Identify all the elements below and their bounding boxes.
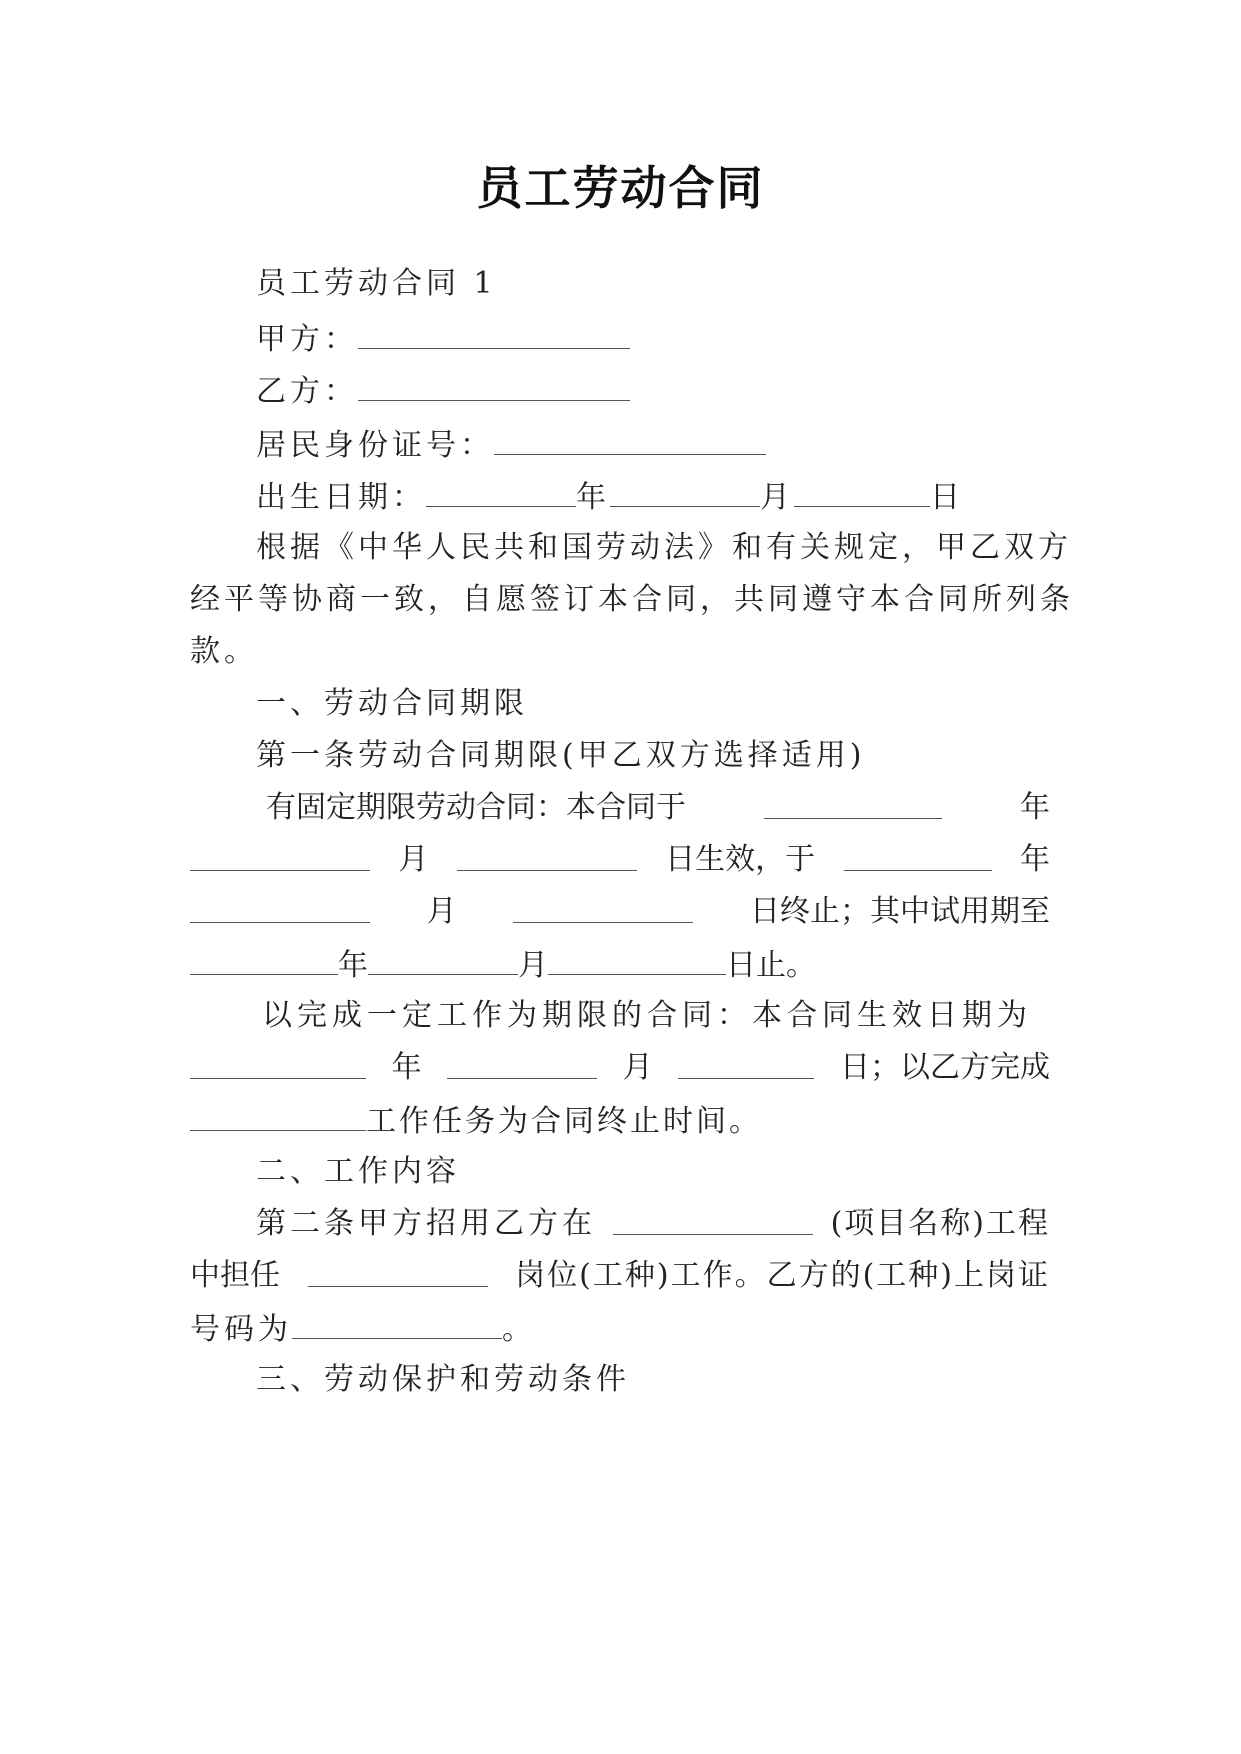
section-3-heading: [256, 1360, 1050, 1400]
preamble-text-1: 根据《中华人民共和国劳动法》和有关规定，甲乙双方: [256, 530, 1072, 565]
period-text: 。: [502, 1312, 536, 1347]
start-day-blank[interactable]: [457, 840, 637, 871]
year-label: 年: [1019, 842, 1050, 877]
preamble-text-3: 款。: [190, 634, 258, 669]
year-label: 年: [391, 1050, 422, 1085]
party-b-label: 乙方：: [256, 374, 358, 409]
id-number-label: 居民身份证号：: [256, 428, 494, 463]
month-label: 月: [398, 842, 429, 877]
article-2-line-3: [190, 1308, 1050, 1350]
year-label: 年: [1020, 790, 1050, 825]
end-year-blank[interactable]: [844, 840, 992, 871]
fixed-term-line-1: [266, 788, 1050, 828]
fixed-term-line-2: [190, 840, 1050, 880]
position-text: 中担任: [190, 1258, 280, 1293]
party-a-blank[interactable]: [358, 318, 630, 349]
section-3-heading-text: 三、劳动保护和劳动条件: [256, 1362, 630, 1397]
id-number-blank[interactable]: [494, 424, 766, 455]
year-label: 年: [338, 948, 368, 983]
article-1-text: 第一条劳动合同期限(甲乙双方选择适用): [256, 738, 866, 773]
certificate-number-blank[interactable]: [292, 1308, 502, 1339]
end-day-blank[interactable]: [513, 892, 693, 923]
birth-day-blank[interactable]: [794, 476, 930, 507]
party-a-label: 甲方：: [256, 322, 358, 357]
task-term-text: 以完成一定工作为期限的合同：本合同生效日期为: [262, 998, 1032, 1033]
month-label: 月: [622, 1050, 653, 1085]
end-month-blank[interactable]: [190, 892, 370, 923]
section-2-heading-text: 二、工作内容: [256, 1154, 460, 1189]
month-label: 月: [518, 948, 548, 983]
position-work-text: 岗位(工种)工作。乙方的(工种)上岗证: [515, 1258, 1050, 1293]
section-2-heading: [256, 1152, 1050, 1192]
start-year-blank[interactable]: [764, 788, 942, 819]
id-number-line: [256, 424, 1050, 466]
termination-text: 日终止；其中试用期至: [749, 894, 1050, 929]
birth-month-blank[interactable]: [610, 476, 760, 507]
start-month-blank[interactable]: [190, 840, 370, 871]
preamble-text-2: 经平等协商一致，自愿签订本合同，共同遵守本合同所列条: [190, 582, 1074, 617]
contract-subtitle-text: 员工劳动合同 1: [256, 266, 497, 301]
preamble-line-1: [256, 528, 1072, 568]
preamble-line-3: [190, 632, 1050, 672]
position-blank[interactable]: [308, 1256, 488, 1287]
day-label: 日: [930, 480, 964, 515]
task-end-text: 工作任务为合同终止时间。: [366, 1104, 762, 1139]
probation-year-blank[interactable]: [190, 944, 338, 975]
article-1-line: [256, 736, 1050, 776]
probation-end-text: 日止。: [726, 948, 816, 983]
project-name-blank[interactable]: [613, 1204, 813, 1235]
task-name-blank[interactable]: [190, 1100, 366, 1131]
party-a-line: [256, 318, 1050, 360]
probation-month-blank[interactable]: [368, 944, 518, 975]
task-term-line-3: [190, 1100, 1050, 1142]
task-term-line-1: [262, 996, 1050, 1036]
party-b-line: [256, 370, 1050, 412]
section-1-heading-text: 一、劳动合同期限: [256, 686, 528, 721]
task-start-month-blank[interactable]: [447, 1048, 597, 1079]
task-start-year-blank[interactable]: [190, 1048, 366, 1079]
party-b-blank[interactable]: [358, 370, 630, 401]
article-2-text: 第二条甲方招用乙方在: [256, 1206, 596, 1241]
contract-subtitle: [256, 264, 1050, 304]
certificate-text: 号码为: [190, 1312, 292, 1347]
month-label: 月: [426, 894, 457, 929]
document-title: 员工劳动合同: [476, 161, 765, 215]
task-completion-text: 日；以乙方完成: [839, 1050, 1050, 1085]
effective-text: 日生效，于: [665, 842, 816, 877]
fixed-term-text: 有固定期限劳动合同：本合同于: [266, 790, 686, 825]
fixed-term-line-4: [190, 944, 1050, 986]
section-1-heading: [256, 684, 1050, 724]
birth-date-label: 出生日期：: [256, 480, 426, 515]
birth-date-line: [256, 476, 1050, 518]
birth-year-blank[interactable]: [426, 476, 576, 507]
task-start-day-blank[interactable]: [678, 1048, 814, 1079]
preamble-line-2: [190, 580, 1074, 620]
month-label: 月: [760, 480, 794, 515]
article-2-line-1: [256, 1204, 1050, 1244]
probation-day-blank[interactable]: [548, 944, 726, 975]
fixed-term-line-3: [190, 892, 1050, 932]
year-label: 年: [576, 480, 610, 515]
task-term-line-2: [190, 1048, 1050, 1088]
article-2-line-2: [190, 1256, 1050, 1296]
project-name-text: (项目名称)工程: [830, 1206, 1050, 1241]
